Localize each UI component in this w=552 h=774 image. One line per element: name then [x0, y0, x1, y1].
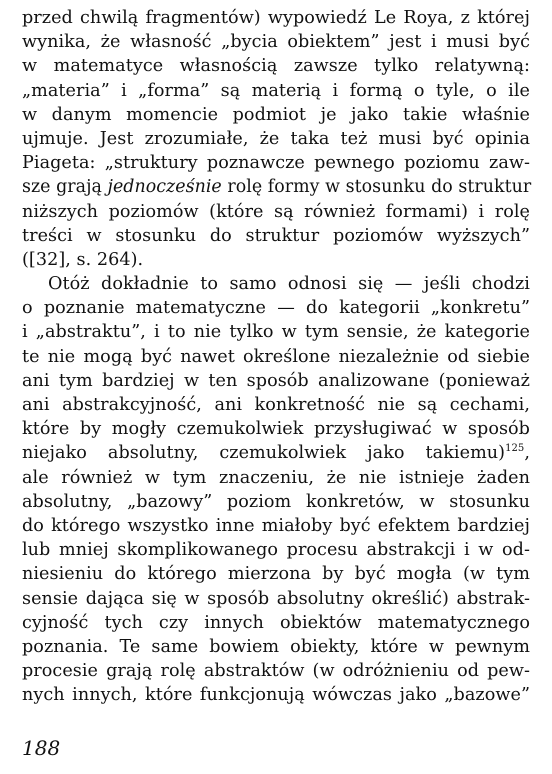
text-line: przed chwilą fragmentów) wypowiedź Le Roya, z której — [22, 8, 530, 28]
text-line: i „abstraktu”, i to nie tylko w tym sensie, że kategorie — [22, 322, 530, 343]
text-line: do którego wszystko inne miałoby być efektem bardziej — [22, 515, 530, 536]
text-line: te nie mogą być nawet określone niezależnie od siebie — [22, 346, 530, 367]
text-line: ujmuje. Jest zrozumiałe, że taka też musi być opinia — [22, 128, 530, 149]
text-line: ([32], s. 264). — [22, 249, 144, 270]
text-line: ani abstrakcyjność, ani konkretność nie są cechami, — [22, 395, 530, 415]
text-line: niesieniu do którego mierzona by być mogła (w tym — [22, 564, 530, 585]
text-line: Piageta: „struktury poznawcze pewnego poziomu zaw- — [22, 153, 530, 174]
text-line: które by mogły czemukolwiek przysługiwać w sposób — [22, 419, 530, 440]
footnote-ref: 125 — [505, 443, 525, 455]
italic-word: jednocześnie — [107, 177, 222, 198]
text-line: cyjność tych czy innych obiektów matematycznego — [22, 612, 530, 633]
text-line: w matematyce własnością zawsze tylko relatywną: — [22, 56, 530, 77]
text-line-part: sze grają — [22, 177, 108, 198]
text-line: wynika, że własność „bycia obiektem” jest i musi być — [22, 32, 530, 53]
text-line: lub mniej skomplikowanego procesu abstrakcji i w od- — [22, 540, 530, 561]
text-line: niższych poziomów (które są również formami) i rolę — [22, 201, 530, 222]
text-line: Otóż dokładnie to samo odnosi się — jeśli chodzi — [48, 274, 530, 295]
text-line-part: niejako absolutny, czemukolwiek jako takiemu) — [22, 443, 506, 464]
text-line-part: rolę formy w stosunku do struktur — [221, 177, 532, 198]
body-text — [22, 6, 530, 707]
text-line — [22, 441, 530, 465]
text-line: ale również w tym znaczeniu, że nie istnieje żaden — [22, 467, 530, 488]
text-line: o poznanie matematyczne — do kategorii „konkretu” — [22, 298, 530, 319]
text-line: sensie dająca się w sposób absolutny określić) abstrak- — [22, 588, 530, 609]
text-line: poznania. Te same bowiem obiekty, które w pewnym — [22, 636, 530, 657]
text-line: „materia” i „forma” są materią i formą o tyle, o ile — [22, 80, 530, 101]
text-line: ani tym bardziej w ten sposób analizowane (ponieważ — [22, 370, 530, 391]
page-number: 188 — [22, 736, 61, 760]
text-line-part: , — [524, 443, 530, 464]
text-line: treści w stosunku do struktur poziomów wyższych” — [22, 225, 530, 246]
text-line: procesie grają rolę abstraktów (w odróżnieniu od pew- — [22, 661, 530, 682]
text-line: absolutny, „bazowy” poziom konkretów, w stosunku — [22, 491, 530, 512]
text-line: w danym momencie podmiot je jako takie właśnie — [22, 104, 530, 125]
text-line: nych innych, które funkcjonują wówczas jako „bazowe” — [22, 685, 530, 706]
text-line — [22, 175, 530, 199]
